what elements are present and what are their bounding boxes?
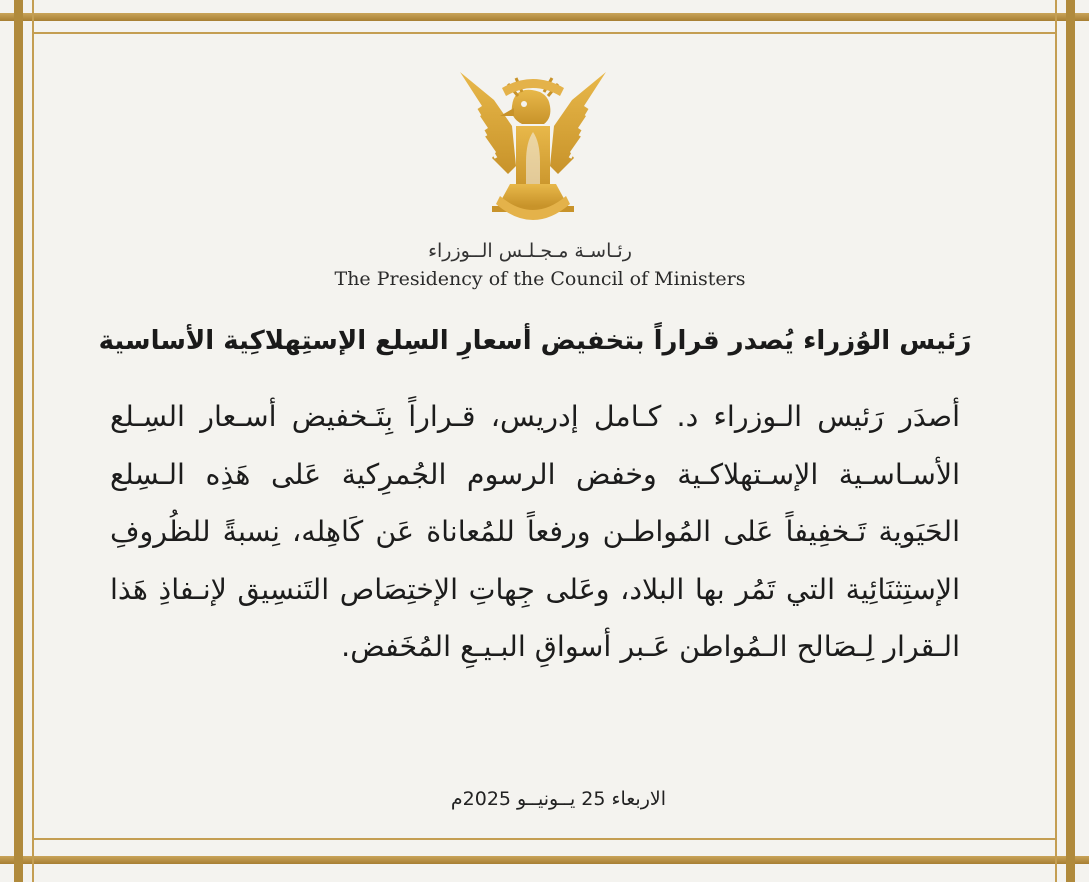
org-name-english: The Presidency of the Council of Ministers [334,268,746,290]
sudan-secretary-bird-emblem-icon [452,66,614,234]
statement-body: أصدَر رَئيس الـوزراء د. كـامل إدريس، قـراراً بِتَـخفيض أسـعار السِـلع الأسـاسـية الإسـتهلاكـية وخفض الرسوم الجُمرِكية عَلى هَذِه الـسِلع الحَيَوية تَـخفِيفاً عَلى المُواطـن ورفعاً للمُعاناة عَن كَاهِله، نِسبةً للظُروفِ الإستِثنَائِية التي تَمُر بها البلاد، وعَلى جِهاتِ الإختِصَاص التَنسِيق لإنـفاذِ هَذا الـقرار لِـصَالح الـمُواطن عَـبر أسواقِ البـيـعِ المُخَفض. [110,400,960,663]
org-name-arabic: رئـاسـة مـجـلـس الــوزراء [428,240,632,262]
statement-date: الاربعاء 25 يــونيــو 2025م [450,788,666,810]
statement-headline: رَئيس الوُزراء يُصدر قراراً بتخفيض أسعارِ السِلع الإستِهلاكِية الأساسية [98,326,972,356]
